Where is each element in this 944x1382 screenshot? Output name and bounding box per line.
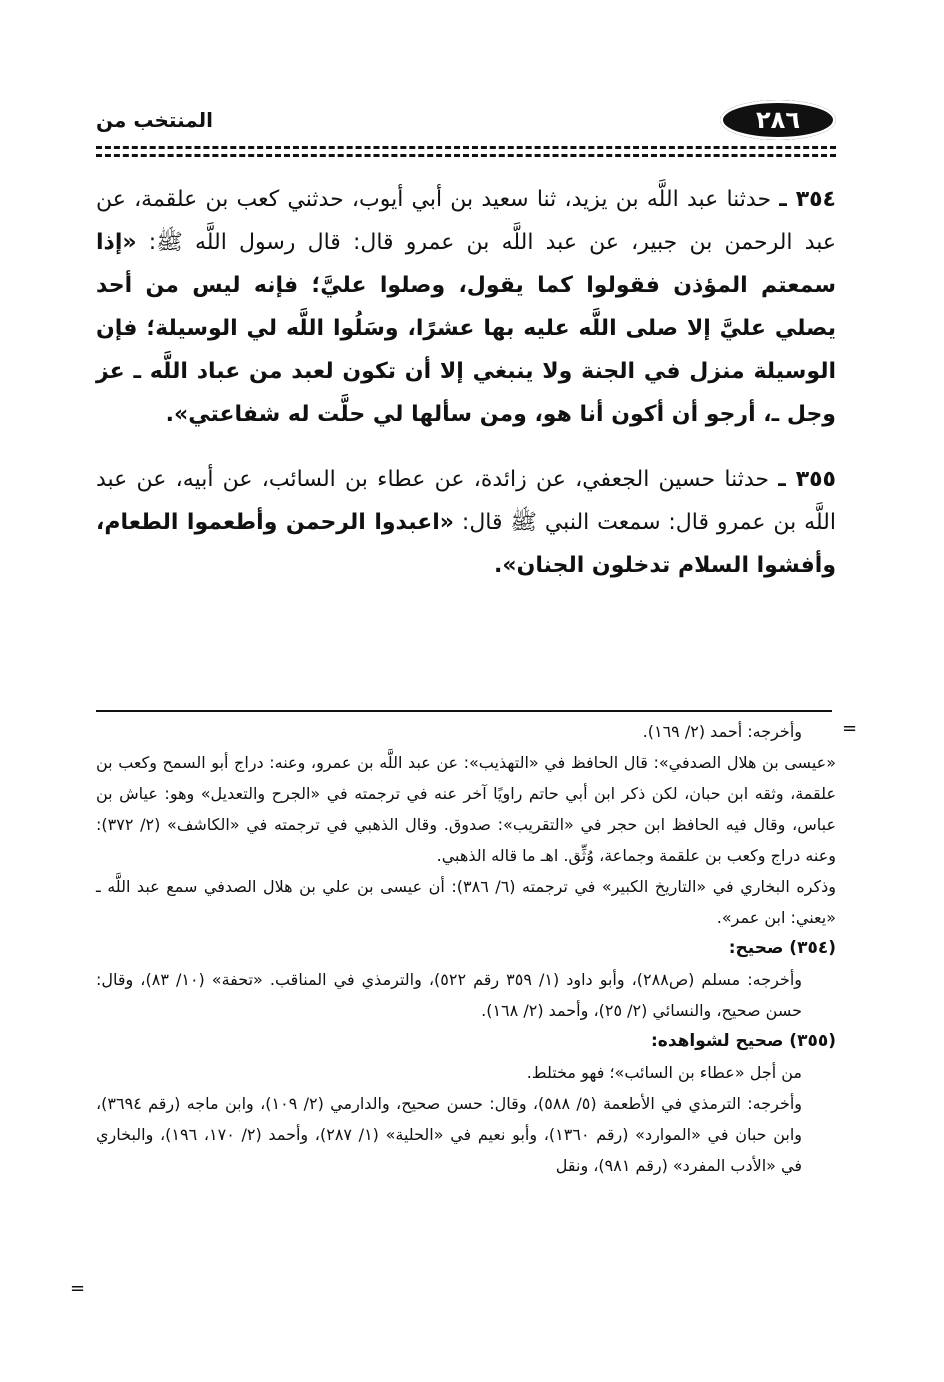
header-rule-bottom [96, 154, 836, 157]
hadith-355 [96, 458, 836, 587]
hadith-354 [96, 178, 836, 436]
footnote-heading: (٣٥٥) صحيح لشواهده: [650, 1031, 836, 1051]
hadith-number: ٣٥٤ ـ [779, 187, 836, 212]
footnote-paragraph: وأخرجه: مسلم (ص٢٨٨)، وأبو داود (١/ ٣٥٩ رقم ٥٢٢)، والترمذي في المناقب. «تحفة» (١٠/ ٨٣)، وقال: حسن صحيح، والنسائي (٢/ ٢٥)، وأحمد (٢/ ١٦٨). [96, 970, 803, 1020]
header-rule-top [96, 146, 836, 149]
page-header [96, 100, 836, 146]
footnote-heading: (٣٥٤) صحيح: [728, 938, 836, 958]
footnote-paragraph: وذكره البخاري في «التاريخ الكبير» في ترجمته (٦/ ٣٨٦): أن عيسى بن علي بن هلال الصدفي سمع عبد اللَّه ـ «يعني: ابن عمر». [96, 877, 837, 927]
continuation-mark-bottom: = [70, 1278, 86, 1299]
running-title: المنتخب من [96, 108, 214, 132]
hadith-matn: «اعبدوا الرحمن وأطعموا الطعام، وأفشوا السلام تدخلون الجنان». [96, 510, 836, 578]
hadith-chain: حدثنا حسين الجعفي، عن زائدة، عن عطاء بن السائب، عن أبيه، عن عبد اللَّه بن عمرو قال: سمعت النبي ﷺ قال: [96, 467, 836, 535]
footnote-paragraph: وأخرجه: الترمذي في الأطعمة (٥/ ٥٨٨)، وقال: حسن صحيح، والدارمي (٢/ ١٠٩)، وابن ماجه (رقم ٣٦٩٤)، وابن حبان في «الموارد» (رقم ١٣٦٠)، وأبو نعيم في «الحلية» (١/ ٢٨٧)، وأحمد (٢/ ١٧٠، ١٩٦)، والبخاري في «الأدب المفرد» (رقم ٩٨١)، ونقل [96, 1094, 803, 1175]
hadith-matn: «إذا سمعتم المؤذن فقولوا كما يقول، وصلوا عليَّ؛ فإنه ليس من أحد يصلي عليَّ إلا صلى اللَّه عليه بها عشرًا، وسَلُوا اللَّه لي الوسيلة؛ فإن الوسيلة منزل في الجنة ولا ينبغي إلا أن تكون لعبد من عباد اللَّه ـ عز وجل ـ، أرجو أن أكون أنا هو، ومن سألها لي حلَّت له شفاعتي». [96, 230, 836, 427]
footnote-separator [96, 710, 832, 712]
footnote-paragraph: «عيسى بن هلال الصدفي»: قال الحافظ في «التهذيب»: عن عبد اللَّه بن عمرو، وعنه: دراج أبو السمح وكعب بن علقمة، وثقه ابن حبان، لكن ذكر ابن أبي حاتم راويًا آخر عنه في ترجمته في «الجرح والتعديل» وهو: عياش بن عباس، وقال فيه الحافظ ابن حجر في «التقريب»: صدوق. وقال الذهبي في ترجمته في «الكاشف» (٢/ ٣٧٢): وعنه دراج وكعب بن علقمة وجماعة، وُثِّق. اهـ ما قاله الذهبي. [96, 753, 837, 865]
continuation-mark-top: = [842, 718, 858, 739]
footnote-paragraph: من أجل «عطاء بن السائب»؛ فهو مختلط. [526, 1063, 802, 1082]
main-text [96, 178, 836, 609]
footnotes [96, 716, 836, 1181]
hadith-number: ٣٥٥ ـ [778, 467, 836, 492]
footnote-paragraph: وأخرجه: أحمد (٢/ ١٦٩). [642, 722, 802, 741]
hadith-chain: حدثنا عبد اللَّه بن يزيد، ثنا سعيد بن أبي أيوب، حدثني كعب بن علقمة، عن عبد الرحمن بن جبير، عن عبد اللَّه بن عمرو قال: قال رسول اللَّه ﷺ: [96, 187, 837, 255]
page-number-badge: ٢٨٦ [720, 100, 836, 140]
